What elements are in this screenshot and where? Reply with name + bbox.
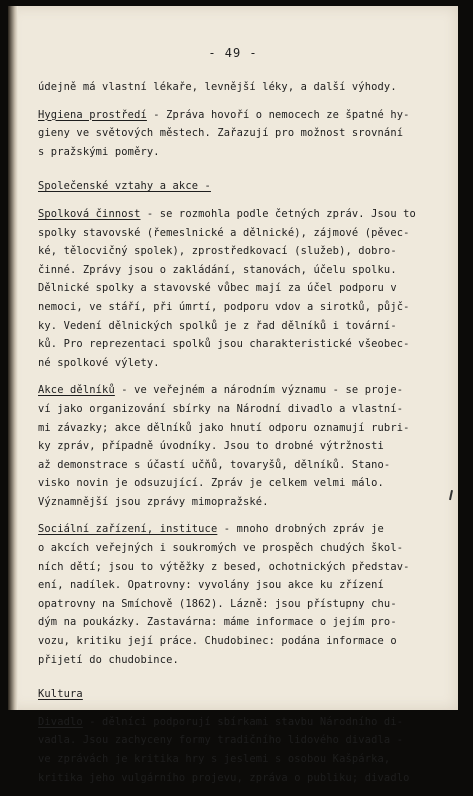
text-line: Významnější jsou zprávy mimopražské. bbox=[38, 495, 269, 508]
text-line bbox=[38, 520, 422, 539]
paragraph-hygiena bbox=[38, 106, 422, 162]
text-line: dým na poukázky. Zastavárna: máme informace o jejím pro- bbox=[38, 616, 397, 629]
text-line: spolky stavovské (řemeslnické a dělnické), zájmové (pěvec- bbox=[38, 226, 410, 239]
text-line: vozu, kritiku její práce. Chudobinec: podána informace o bbox=[38, 635, 397, 648]
text-line: o akcích veřejných i soukromých ve prospěch chudých škol- bbox=[38, 542, 404, 555]
text-fragment: - mnoho drobných zpráv je bbox=[217, 523, 384, 536]
text-fragment: - dělníci podporují sbírkami stavbu Národního di- bbox=[82, 715, 404, 728]
text-line: opatrovny na Smíchově (1862). Lázně: jsou přístupny chu- bbox=[38, 597, 397, 610]
section-title: Kultura bbox=[38, 688, 83, 701]
text-line: ků. Pro reprezentaci spolků jsou charakteristické všeobec- bbox=[38, 338, 410, 351]
text-line: visko novin je odsuzující. Zpráv je celkem velmi málo. bbox=[38, 477, 384, 490]
text-line bbox=[38, 381, 422, 400]
paragraph-heading: Hygiena prostředí bbox=[38, 108, 147, 121]
text-line: né spolkové výlety. bbox=[38, 356, 160, 369]
book-binding-shadow bbox=[8, 6, 18, 710]
text-line: činné. Zprávy jsou o zakládání, stanovách, účelu spolku. bbox=[38, 263, 397, 276]
text-line bbox=[38, 205, 422, 224]
text-line: ky zpráv, případně úvodníky. Jsou to drobné výtržnosti bbox=[38, 440, 384, 453]
paragraph-heading: Akce dělníků bbox=[38, 384, 115, 397]
margin-pen-mark bbox=[449, 490, 453, 500]
paragraph-heading: Sociální zařízení, instituce bbox=[38, 523, 218, 536]
text-line: gieny ve světových městech. Zařazují pro možnost srovnání bbox=[38, 127, 404, 140]
text-line: údejně má vlastní lékaře, levnější léky, a další výhody. bbox=[38, 81, 397, 93]
paragraph-spolkova-cinnost bbox=[38, 205, 422, 372]
paragraph-akce-delniku bbox=[38, 381, 422, 511]
text-fragment: - ve veřejném a národním významu - se proje- bbox=[114, 384, 404, 397]
text-line: nemoci, ve stáří, při úmrtí, podporu vdov a sirotků, půjč- bbox=[38, 300, 410, 313]
text-body bbox=[38, 78, 422, 796]
paragraph-heading: Divadlo bbox=[38, 715, 83, 728]
text-fragment: - Zpráva hovoří o nemocech ze špatné hy- bbox=[146, 108, 410, 121]
text-line: Dělnické spolky a stavovské vůbec mají za účel podporu v bbox=[38, 282, 397, 295]
text-line: ví jako organizování sbírky na Národní divadlo a vlastní- bbox=[38, 402, 404, 415]
text-line: až demonstrace s účastí učňů, tovaryšů, dělníků. Stano- bbox=[38, 458, 391, 471]
text-line: přijetí do chudobince. bbox=[38, 653, 179, 666]
text-line bbox=[38, 106, 422, 125]
text-line: ení, nadílek. Opatrovny: vyvolány jsou akce ku zřízení bbox=[38, 579, 384, 592]
paragraph-divadlo bbox=[38, 713, 422, 787]
text-line: vadla. Jsou zachyceny formy tradičního lidového divadla - bbox=[38, 734, 404, 747]
document-page bbox=[8, 6, 458, 784]
page-number: - 49 - bbox=[208, 46, 258, 60]
text-line: mi závazky; akce dělníků jako hnutí odporu oznamují rubri- bbox=[38, 421, 410, 434]
text-line bbox=[38, 713, 422, 732]
text-line: ké, tělocvičný spolek), zprostředkovací (služeb), dobro- bbox=[38, 245, 397, 258]
section-title-kultura bbox=[38, 685, 422, 704]
text-line: ve zprávách je kritika hry s jeslemi s osobou Kašpárka, bbox=[38, 753, 391, 765]
text-line: s pražskými poměry. bbox=[38, 145, 160, 158]
section-title: Společenské vztahy a akce - bbox=[38, 180, 211, 193]
text-fragment: - se rozmohla podle četných zpráv. Jsou to bbox=[140, 207, 416, 220]
text-line: kritika jeho vulgárního projevu, zpráva o publiku; divadlo bbox=[38, 771, 410, 784]
paragraph-heading: Spolková činnost bbox=[38, 207, 141, 220]
paragraph-intro bbox=[38, 78, 422, 97]
text-line: ních dětí; jsou to výtěžky z besed, ochotnických představ- bbox=[38, 560, 410, 573]
paragraph-socialni-zarizeni bbox=[38, 520, 422, 669]
section-title-spolecenske bbox=[38, 177, 422, 196]
text-line: ky. Vedení dělnických spolků je z řad dělníků i tovární- bbox=[38, 319, 397, 332]
